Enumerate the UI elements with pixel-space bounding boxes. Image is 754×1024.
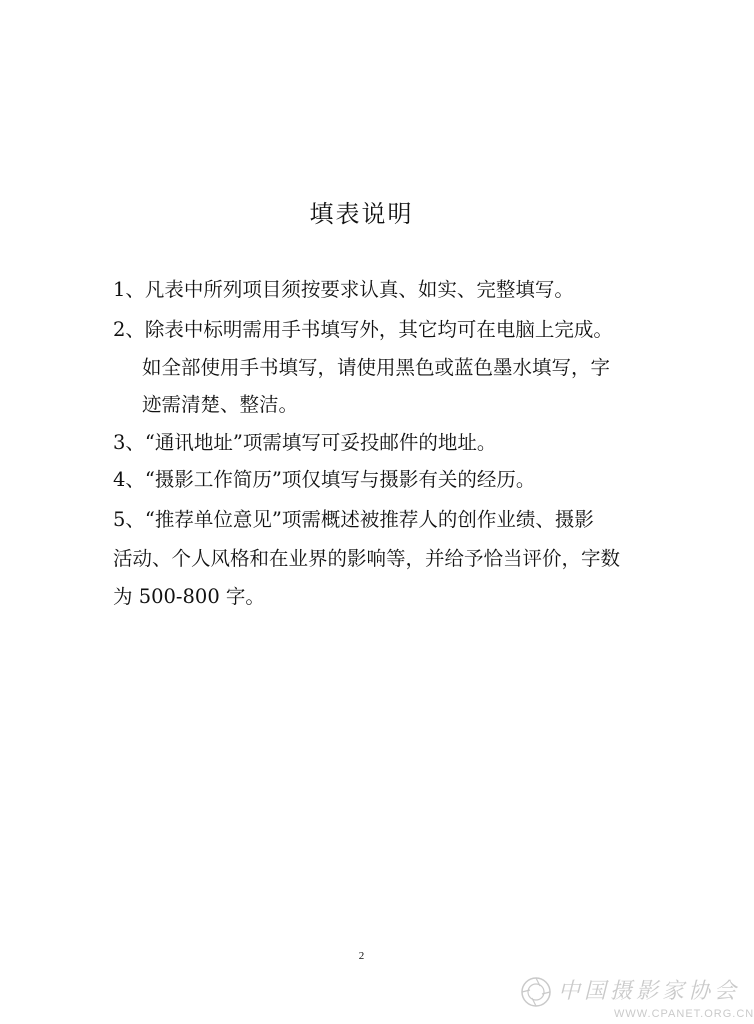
instruction-item-2-line-1: 2、除表中标明需用手书填写外，其它均可在电脑上完成。 xyxy=(113,318,613,341)
instruction-item-1-line-1: 1、凡表中所列项目须按要求认真、如实、完整填写。 xyxy=(113,278,574,301)
camera-lens-logo-icon xyxy=(520,976,552,1008)
instruction-item-3-line-1: 3、“通讯地址”项需填写可妥投邮件的地址。 xyxy=(113,431,497,454)
page-title: 填表说明 xyxy=(309,200,414,228)
watermark-text-cn: 中国摄影家协会 xyxy=(558,979,741,1004)
page-number: 2 xyxy=(358,950,365,962)
watermark xyxy=(514,970,754,1024)
instruction-item-2-line-2: 如全部使用手书填写，请使用黑色或蓝色墨水填写，字 xyxy=(142,356,611,379)
instruction-item-5-line-1: 5、“推荐单位意见”项需概述被推荐人的创作业绩、摄影 xyxy=(113,508,594,531)
instruction-item-5-line-3: 为 500-800 字。 xyxy=(113,585,265,608)
instruction-item-2-line-3: 迹需清楚、整洁。 xyxy=(142,393,299,416)
watermark-url: WWW.CPANET.ORG.CN xyxy=(614,1008,754,1020)
instruction-item-5-line-2: 活动、个人风格和在业界的影响等，并给予恰当评价，字数 xyxy=(113,547,621,570)
instruction-item-4-line-1: 4、“摄影工作简历”项仅填写与摄影有关的经历。 xyxy=(113,468,536,491)
